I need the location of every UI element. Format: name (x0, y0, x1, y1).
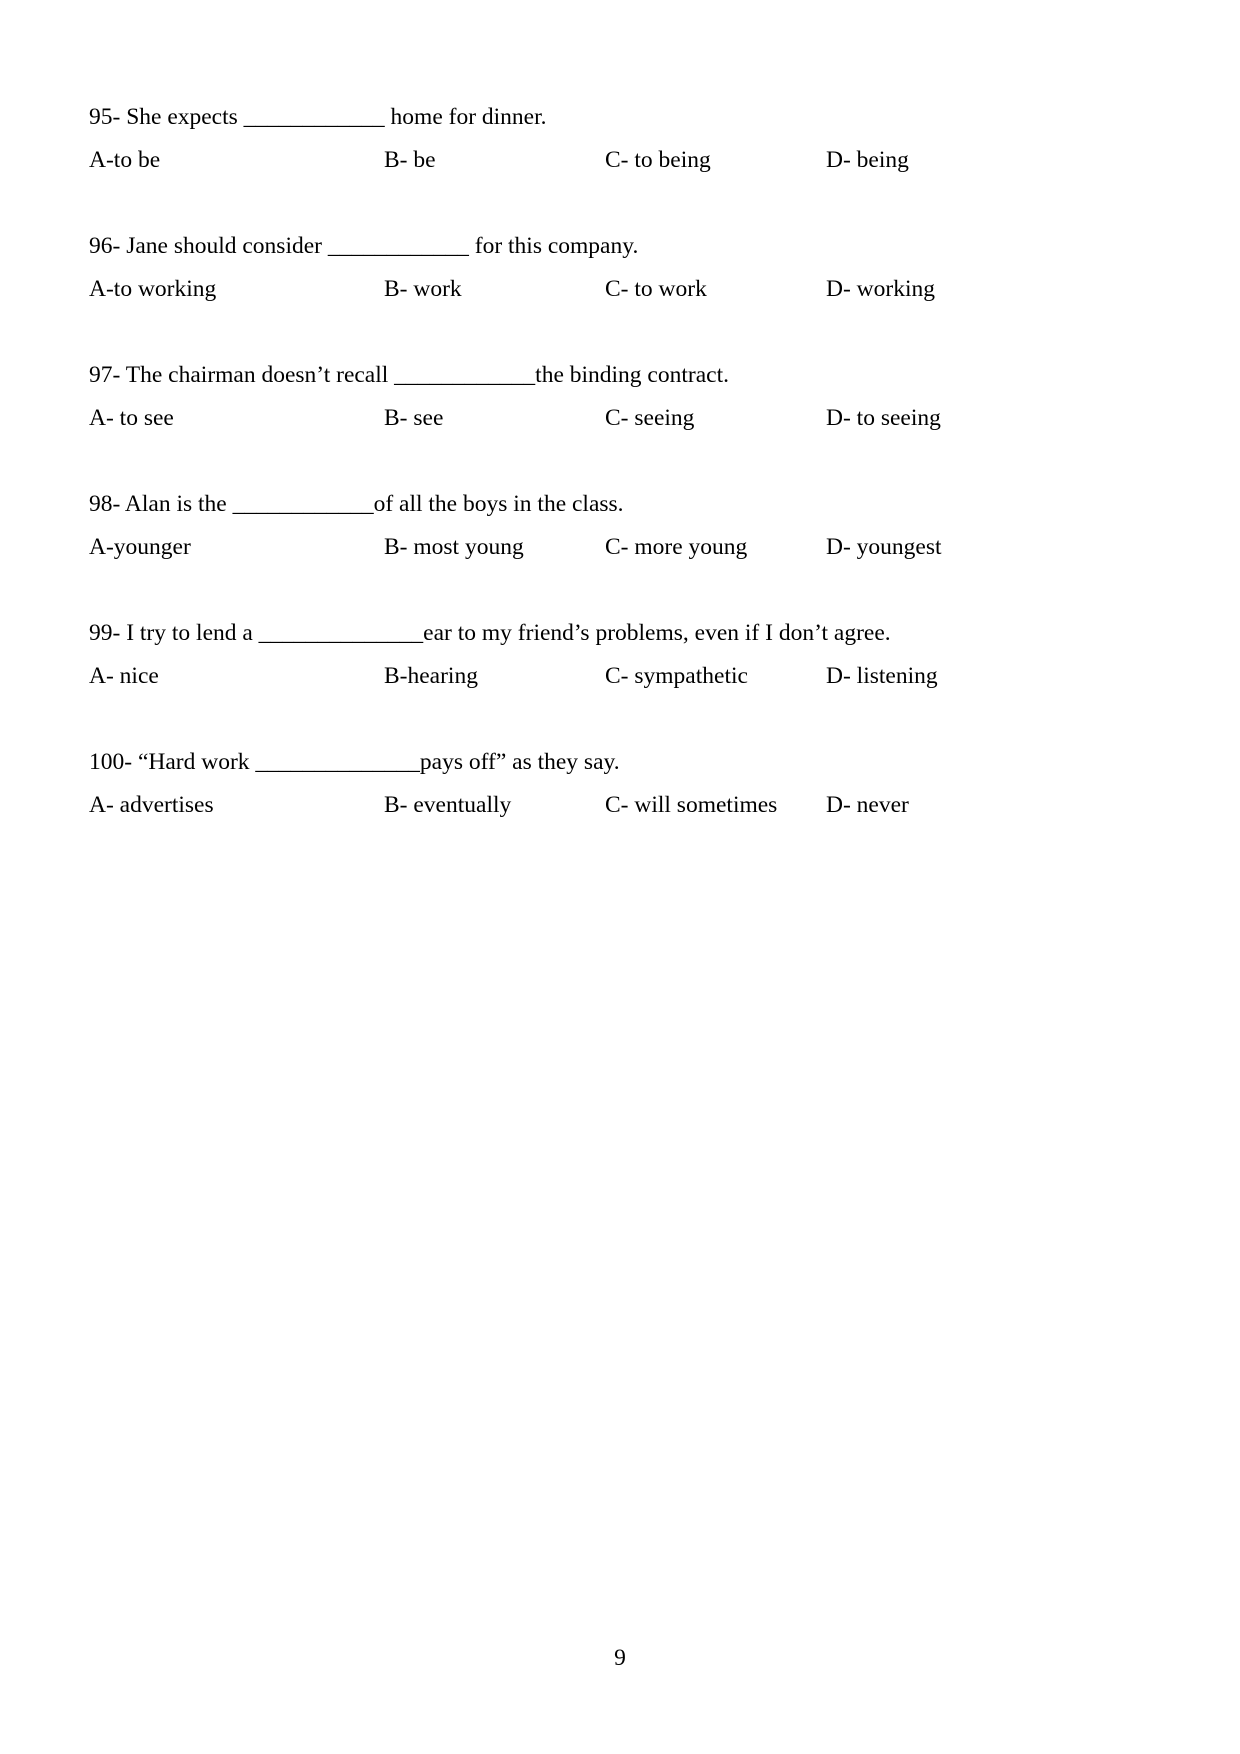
option-c: C- to being (605, 147, 711, 173)
question-96 (89, 231, 1149, 304)
option-c: C- sympathetic (605, 663, 748, 689)
option-b: B- be (384, 147, 436, 173)
question-stem: 98- Alan is the ____________of all the boys in the class. (89, 491, 624, 517)
question-97 (89, 360, 1149, 433)
option-d: D- youngest (826, 534, 942, 560)
option-a: A-to be (89, 147, 161, 173)
option-a: A-to working (89, 276, 217, 302)
option-a: A- advertises (89, 792, 214, 818)
question-100 (89, 747, 1149, 820)
question-stem: 96- Jane should consider ____________ for this company. (89, 233, 639, 259)
answer-options (89, 274, 1149, 304)
option-b: B- most young (384, 534, 524, 560)
option-d: D- working (826, 276, 935, 302)
option-b: B- eventually (384, 792, 512, 818)
option-b: B- work (384, 276, 462, 302)
page-number: 9 (614, 1645, 626, 1671)
option-c: C- to work (605, 276, 707, 302)
answer-options (89, 532, 1149, 562)
option-d: D- listening (826, 663, 938, 689)
option-c: C- will sometimes (605, 792, 778, 818)
option-d: D- being (826, 147, 909, 173)
answer-options (89, 790, 1149, 820)
answer-options (89, 145, 1149, 175)
question-stem: 97- The chairman doesn’t recall ____________the binding contract. (89, 362, 729, 388)
option-c: C- more young (605, 534, 748, 560)
question-98 (89, 489, 1149, 562)
option-d: D- never (826, 792, 909, 818)
option-b: B-hearing (384, 663, 478, 689)
question-99 (89, 618, 1149, 691)
question-stem: 100- “Hard work ______________pays off” as they say. (89, 749, 620, 775)
option-a: A-younger (89, 534, 191, 560)
option-a: A- to see (89, 405, 174, 431)
answer-options (89, 661, 1149, 691)
question-stem: 99- I try to lend a ______________ear to my friend’s problems, even if I don’t agree. (89, 620, 891, 646)
option-d: D- to seeing (826, 405, 941, 431)
option-a: A- nice (89, 663, 159, 689)
option-c: C- seeing (605, 405, 695, 431)
option-b: B- see (384, 405, 444, 431)
question-95 (89, 102, 1149, 175)
question-stem: 95- She expects ____________ home for dinner. (89, 104, 547, 130)
answer-options (89, 403, 1149, 433)
